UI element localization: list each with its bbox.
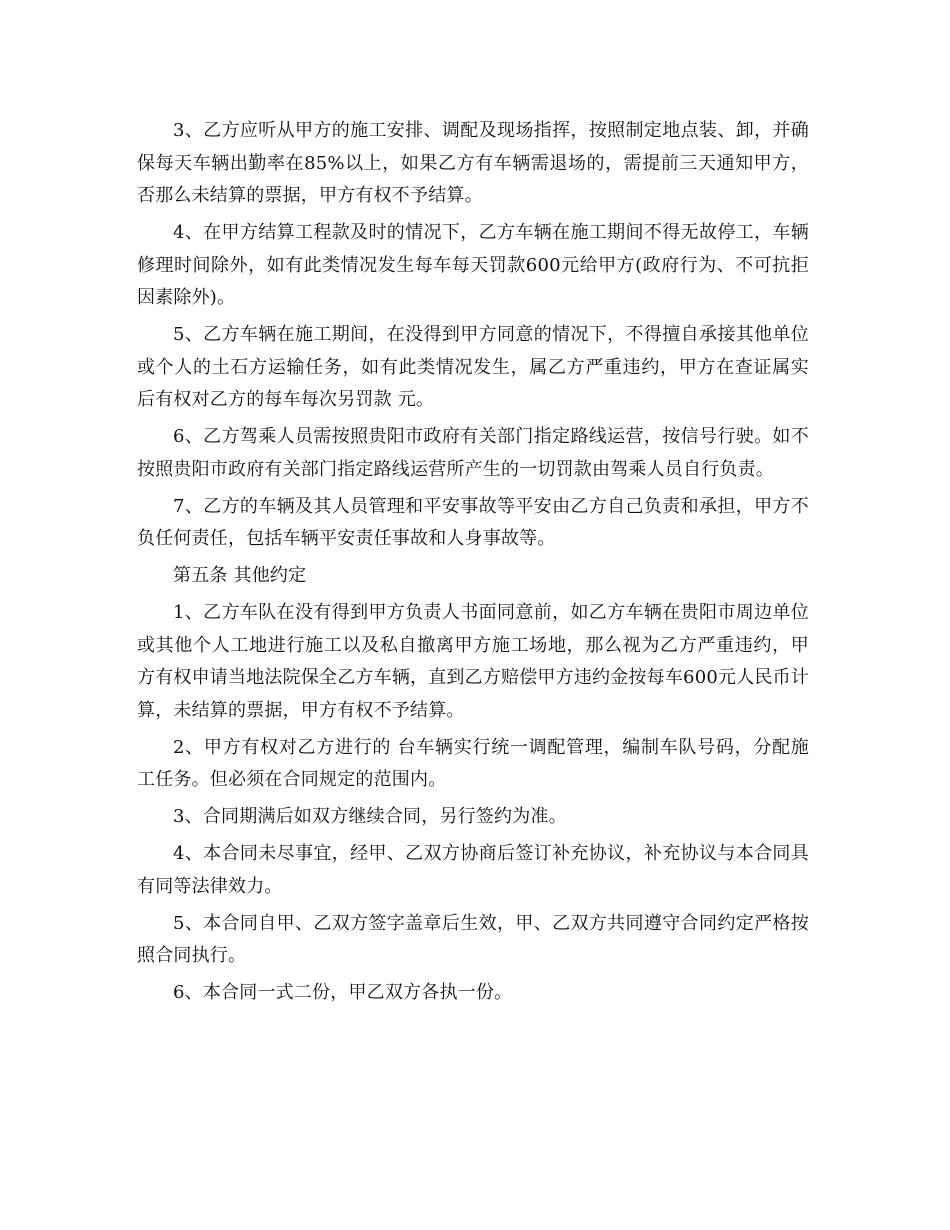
document-body <box>137 115 809 1010</box>
paragraph-clause-4-3: 3、乙方应听从甲方的施工安排、调配及现场指挥，按照制定地点装、卸，并确保每天车辆出勤率在85%以上，如果乙方有车辆需退场的，需提前三天通知甲方，否那么未结算的票据，甲方有权不予结算。 <box>137 120 809 206</box>
paragraph-clause-5-6: 6、本合同一式二份，甲乙双方各执一份。 <box>173 982 513 1003</box>
paragraph-clause-5-1: 1、乙方车队在没有得到甲方负责人书面同意前，如乙方车辆在贵阳市周边单位或其他个人工地进行施工以及私自撤离甲方施工场地，那么视为乙方严重违约，甲方有权申请当地法院保全乙方车辆，直到乙方赔偿甲方违约金按每车600元人民币计算，未结算的票据，甲方有权不予结算。 <box>137 602 809 721</box>
paragraph-clause-5-5: 5、本合同自甲、乙双方签字盖章后生效，甲、乙双方共同遵守合同约定严格按照合同执行。 <box>137 912 809 966</box>
section-heading-article-5: 第五条 其他约定 <box>173 565 307 586</box>
paragraph-clause-4-7: 7、乙方的车辆及其人员管理和平安事故等平安由乙方自己负责和承担，甲方不负任何责任，包括车辆平安责任事故和人身事故等。 <box>137 495 809 549</box>
paragraph-clause-5-4: 4、本合同未尽事宜，经甲、乙双方协商后签订补充协议，补充协议与本合同具有同等法律效力。 <box>137 843 809 897</box>
paragraph-clause-4-5: 5、乙方车辆在施工期间，在没得到甲方同意的情况下，不得擅自承接其他单位或个人的土石方运输任务，如有此类情况发生，属乙方严重违约，甲方在查证属实后有权对乙方的每车每次另罚款 元。 <box>137 324 809 410</box>
paragraph-clause-5-3: 3、合同期满后如双方继续合同，另行签约为准。 <box>173 806 567 827</box>
paragraph-clause-4-6: 6、乙方驾乘人员需按照贵阳市政府有关部门指定路线运营，按信号行驶。如不按照贵阳市政府有关部门指定路线运营所产生的一切罚款由驾乘人员自行负责。 <box>137 426 809 480</box>
paragraph-clause-4-4: 4、在甲方结算工程款及时的情况下，乙方车辆在施工期间不得无故停工，车辆修理时间除外，如有此类情况发生每车每天罚款600元给甲方(政府行为、不可抗拒因素除外)。 <box>137 222 809 308</box>
paragraph-clause-5-2: 2、甲方有权对乙方进行的 台车辆实行统一调配管理，编制车队号码，分配施工任务。但必须在合同规定的范围内。 <box>137 736 809 790</box>
